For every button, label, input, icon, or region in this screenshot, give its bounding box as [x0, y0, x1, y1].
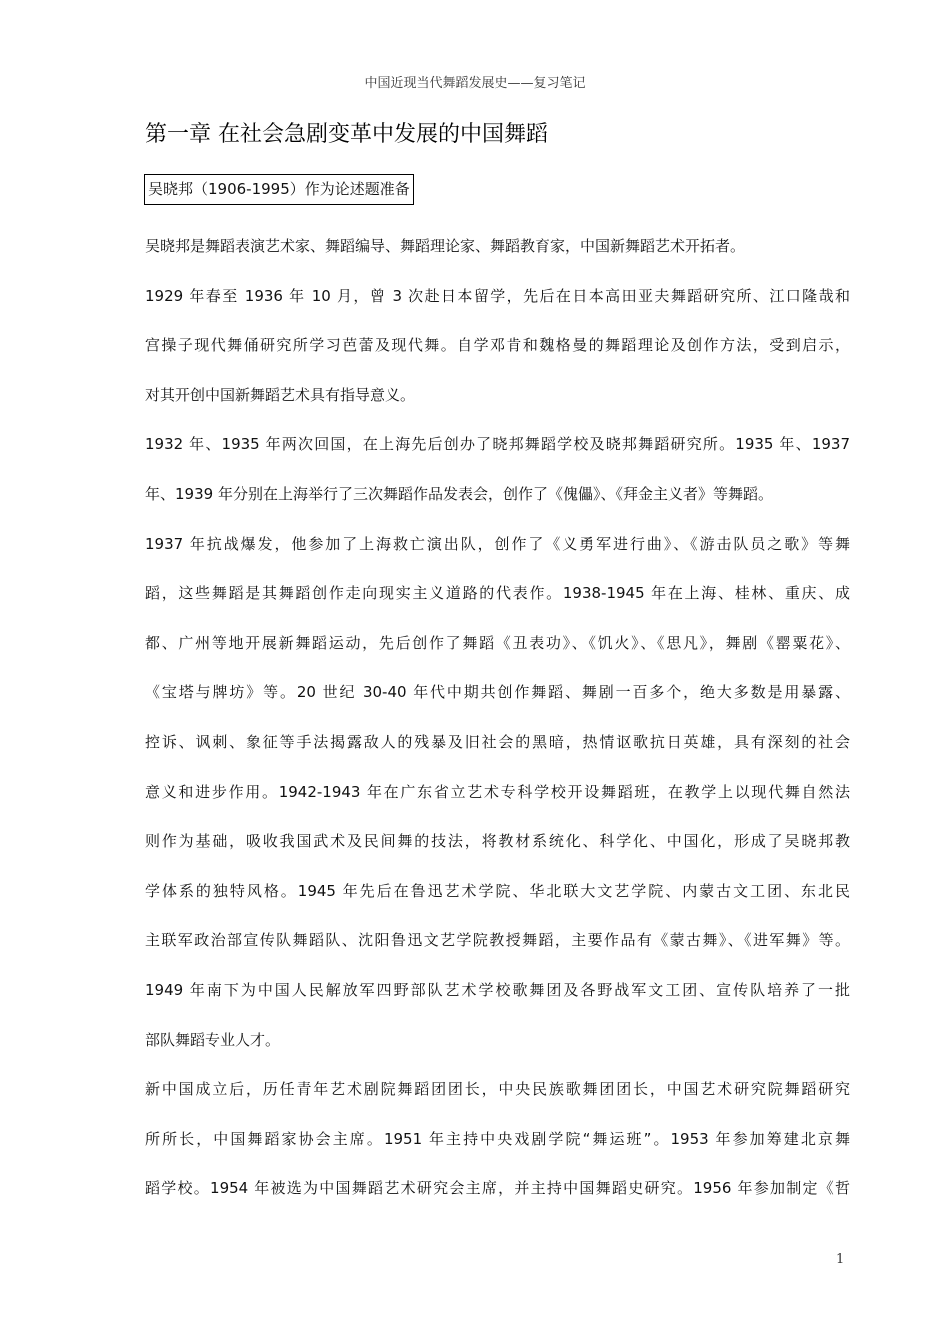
section-heading-box: 吴晓邦（1906-1995）作为论述题准备: [144, 174, 414, 205]
paragraph-after-1949: [145, 1065, 850, 1214]
page-number: 1: [836, 1252, 845, 1267]
text-line: 年、1939 年分别在上海举行了三次舞蹈作品发表会，创作了《傀儡》、《拜金主义者》等舞蹈。: [145, 484, 773, 503]
text-line: 新中国成立后，历任青年艺术剧院舞蹈团团长，中央民族歌舞团团长，中国艺术研究院舞蹈研究: [145, 1080, 850, 1099]
text-line: 1929 年春至 1936 年 10 月，曾 3 次赴日本留学，先后在日本高田亚夫舞蹈研究所、江口隆哉和: [145, 286, 850, 305]
text-line: 1937 年抗战爆发，他参加了上海救亡演出队，创作了《义勇军进行曲》、《游击队员之歌》等舞: [145, 534, 850, 553]
text-line: 蹈，这些舞蹈是其舞蹈创作走向现实主义道路的代表作。1938-1945 年在上海、桂林、重庆、成: [145, 584, 850, 603]
text-line: 1932 年、1935 年两次回国，在上海先后创办了晓邦舞蹈学校及晓邦舞蹈研究所。1935 年、1937: [145, 435, 850, 454]
text-line: 则作为基础，吸收我国武术及民间舞的技法，将教材系统化、科学化、中国化，形成了吴晓邦教: [145, 832, 850, 851]
text-line: 学体系的独特风格。1945 年先后在鲁迅艺术学院、华北联大文艺学院、内蒙古文工团、东北民: [145, 881, 850, 900]
text-line: 宫操子现代舞俑研究所学习芭蕾及现代舞。自学邓肯和魏格曼的舞蹈理论及创作方法，受到启示，: [145, 336, 850, 355]
text-line: 控诉、讽刺、象征等手法揭露敌人的残暴及旧社会的黑暗，热情讴歌抗日英雄，具有深刻的社会: [145, 732, 850, 751]
chapter-title: 第一章 在社会急剧变革中发展的中国舞蹈: [145, 122, 548, 147]
paragraph-intro: [145, 222, 850, 272]
text-line: 蹈学校。1954 年被选为中国舞蹈艺术研究会主席，并主持中国舞蹈史研究。1956 年参加制定《哲: [145, 1179, 850, 1198]
text-line: 主联军政治部宣传队舞蹈队、沈阳鲁迅文艺学院教授舞蹈，主要作品有《蒙古舞》、《进军舞》等。: [145, 931, 850, 950]
text-line: 吴晓邦是舞蹈表演艺术家、舞蹈编导、舞蹈理论家、舞蹈教育家，中国新舞蹈艺术开拓者。: [145, 237, 746, 255]
paragraph-career: [145, 420, 850, 1065]
paragraph-japan-study: [145, 272, 850, 421]
text-line: 对其开创中国新舞蹈艺术具有指导意义。: [145, 385, 416, 404]
text-line: 都、广州等地开展新舞蹈运动，先后创作了舞蹈《丑表功》、《饥火》、《思凡》，舞剧《罂粟花》、: [145, 633, 850, 652]
text-line: 1949 年南下为中国人民解放军四野部队艺术学校歌舞团及各野战军文工团、宣传队培养了一批: [145, 980, 850, 999]
text-line: 《宝塔与牌坊》等。20 世纪 30-40 年代中期共创作舞蹈、舞剧一百多个，绝大多数是用暴露、: [145, 683, 850, 702]
running-header: 中国近现当代舞蹈发展史——复习笔记: [364, 76, 586, 91]
text-line: 所所长，中国舞蹈家协会主席。1951 年主持中央戏剧学院“舞运班”。1953 年参加筹建北京舞: [145, 1129, 850, 1148]
text-line: 意义和进步作用。1942-1943 年在广东省立艺术专科学校开设舞蹈班，在教学上以现代舞自然法: [145, 782, 850, 801]
body-text: [145, 222, 850, 1214]
text-line: 部队舞蹈专业人才。: [145, 1030, 281, 1049]
